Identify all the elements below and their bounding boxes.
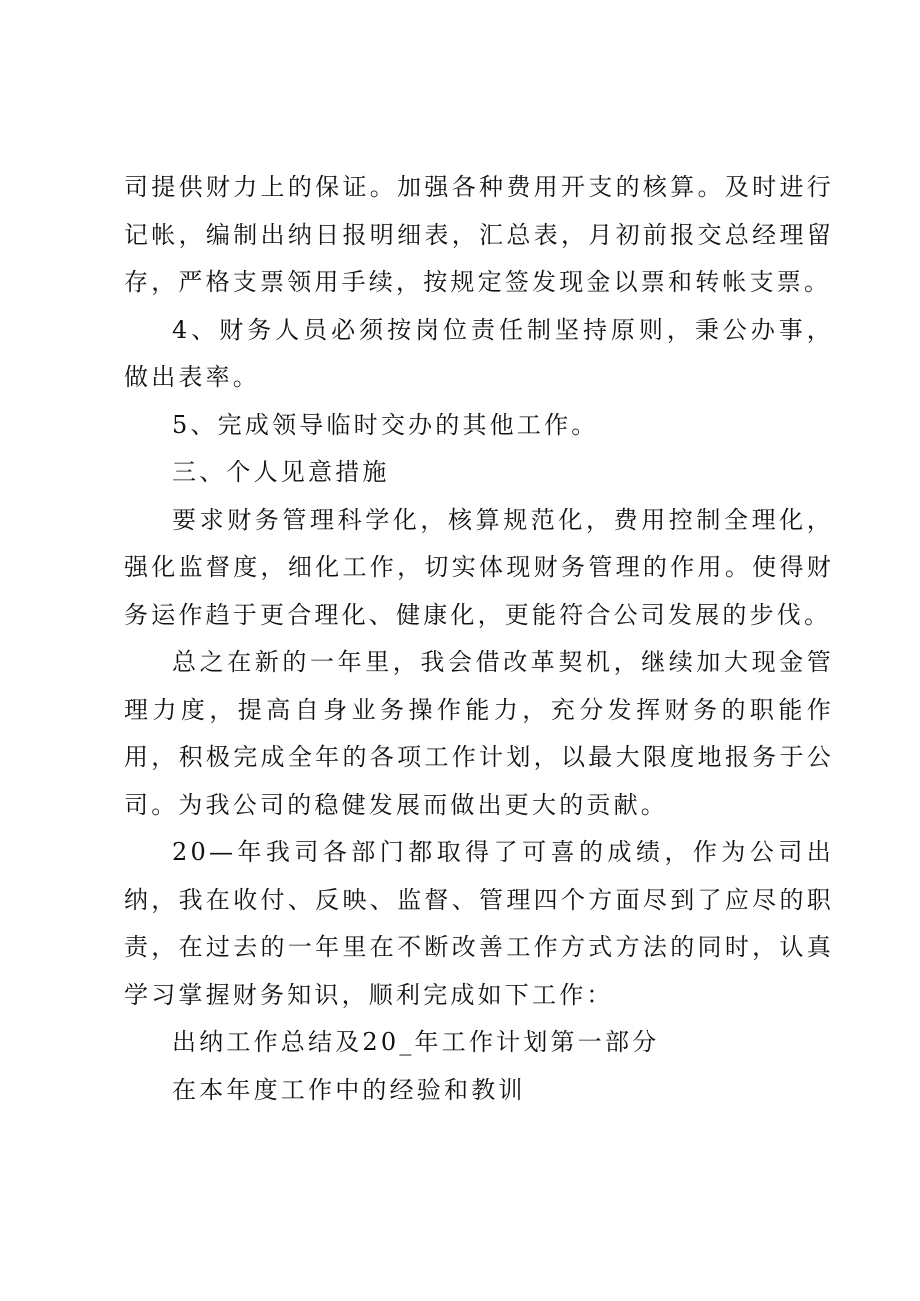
- section-heading-part-one: 出纳工作总结及20_年工作计划第一部分: [172, 1028, 660, 1056]
- paragraph-item-5: 5、完成领导临时交办的其他工作。: [172, 410, 599, 439]
- paragraph-conclusion: 总之在新的一年里，我会借改革契机，继续加大现金管理力度，提高自身业务操作能力，充分发挥财务的职能作用，积极完成全年的各项工作计划，以最大限度地报务于公司。为我公司的稳健发展而做出更大的贡献。: [124, 648, 834, 819]
- paragraph-item-4: 4、财务人员必须按岗位责任制坚持原则，秉公办事，做出表率。: [124, 315, 834, 391]
- paragraph-year-summary: 20—年我司各部门都取得了可喜的成绩，作为公司出纳，我在收付、反映、监督、管理四个方面尽到了应尽的职责，在过去的一年里在不断改善工作方式方法的同时，认真学习掌握财务知识，顺利完成如下工作：: [124, 838, 834, 1009]
- paragraph-continuation: 司提供财力上的保证。加强各种费用开支的核算。及时进行记帐，编制出纳日报明细表，汇总表，月初前报交总经理留存，严格支票领用手续，按规定签发现金以票和转帐支票。: [124, 173, 834, 296]
- section-heading-lessons: 在本年度工作中的经验和教训: [172, 1075, 526, 1104]
- section-heading-measures: 三、个人见意措施: [172, 458, 390, 486]
- paragraph-requirements: 要求财务管理科学化，核算规范化，费用控制全理化，强化监督度，细化工作，切实体现财务管理的作用。使得财务运作趋于更合理化、健康化，更能符合公司发展的步伐。: [124, 505, 834, 629]
- document-body: [124, 164, 834, 1114]
